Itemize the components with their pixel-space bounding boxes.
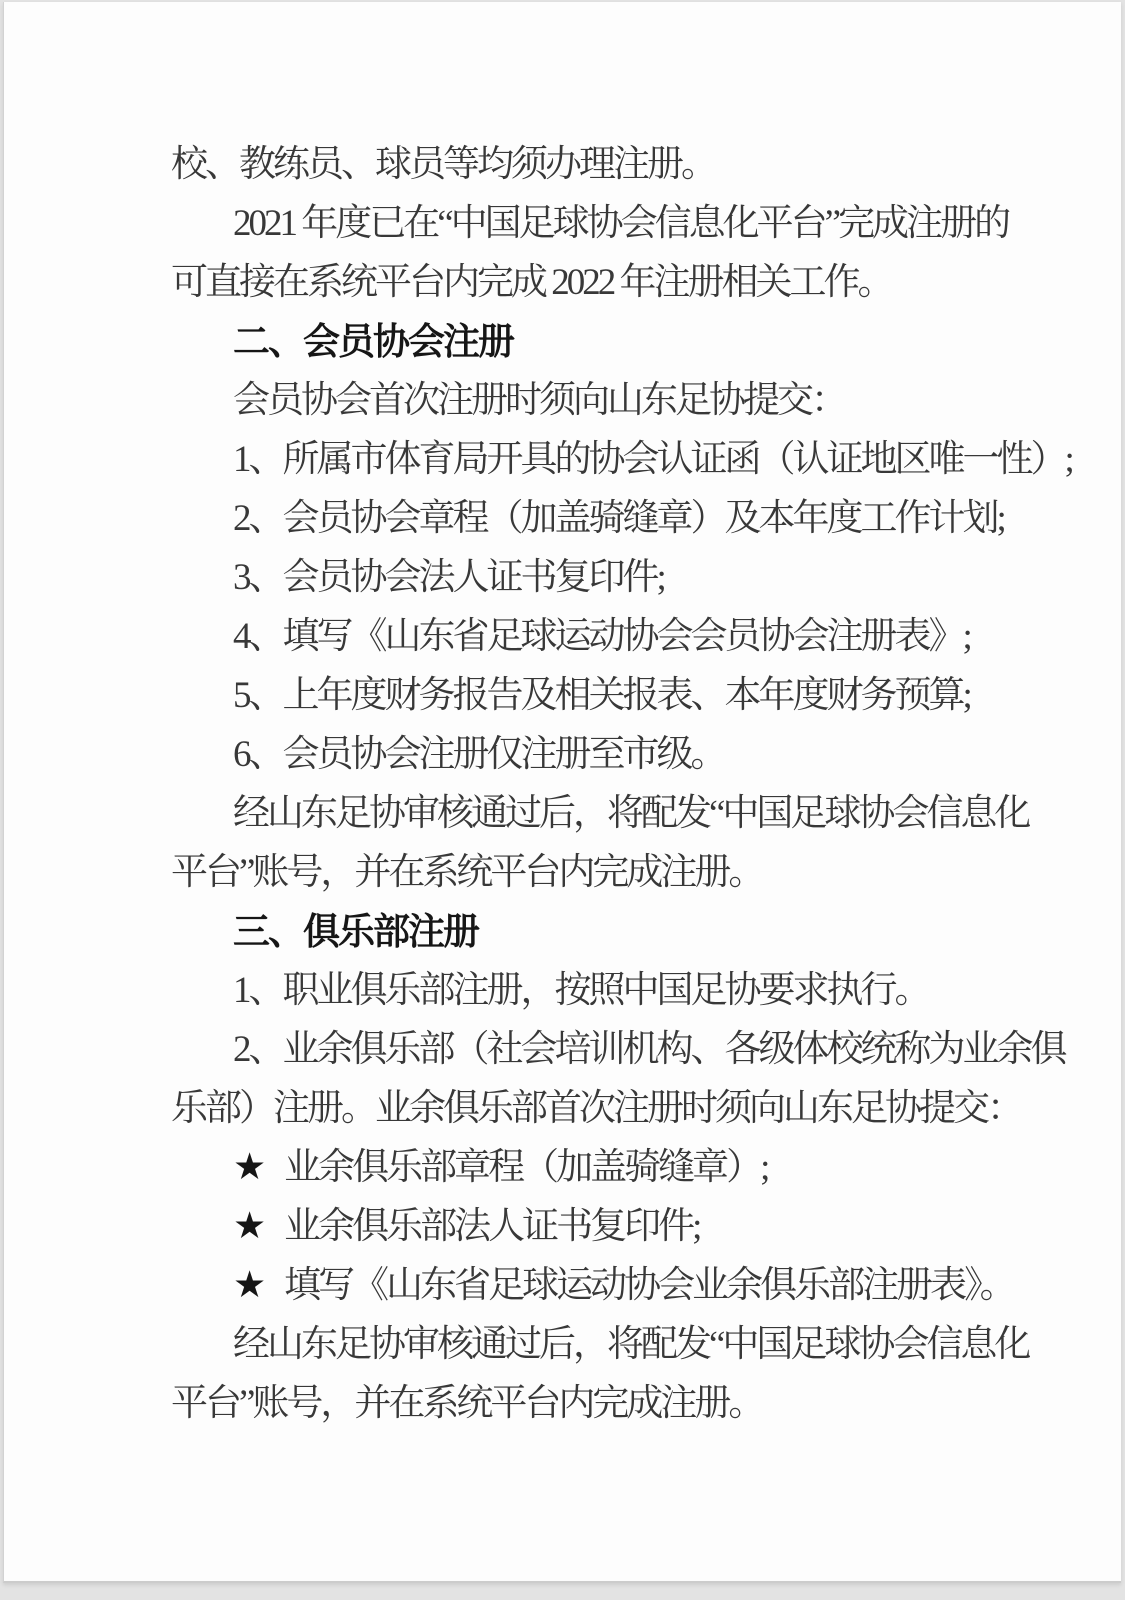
text-line: 2、会员协会章程（加盖骑缝章）及本年度工作计划; — [233, 498, 1004, 539]
text-line: 乐部）注册。业余俱乐部首次注册时须向山东足协提交： — [171, 1088, 1021, 1129]
text-line: 1、职业俱乐部注册，按照中国足协要求执行。 — [233, 970, 929, 1011]
section-heading: 三、俱乐部注册 — [233, 911, 478, 952]
text-line: 4、填写《山东省足球运动协会会员协会注册表》; — [233, 616, 970, 657]
text-line: 1、所属市体育局开具的协会认证函（认证地区唯一性）; — [233, 439, 1072, 480]
bullet-line — [4, 1197, 1121, 1256]
text-line: 5、上年度财务报告及相关报表、本年度财务预算; — [233, 675, 970, 716]
bullet-line — [4, 1138, 1121, 1197]
text-line: 校、教练员、球员等均须办理注册。 — [171, 144, 715, 185]
text-line: 平台”账号，并在系统平台内完成注册。 — [171, 852, 763, 893]
text-line: 2、业余俱乐部（社会培训机构、各级体校统称为业余俱 — [233, 1029, 1065, 1070]
text-line: 可直接在系统平台内完成 2022 年注册相关工作。 — [171, 262, 892, 303]
text-line: 2021 年度已在“中国足球协会信息化平台”完成注册的 — [233, 203, 1009, 244]
document-page-content — [4, 135, 1121, 1433]
text-line: 6、会员协会注册仅注册至市级。 — [233, 734, 725, 775]
text-line: 平台”账号，并在系统平台内完成注册。 — [171, 1383, 763, 1424]
bullet-line — [4, 1256, 1121, 1315]
bullet-text: 业余俱乐部法人证书复印件; — [284, 1206, 700, 1247]
text-line: 会员协会首次注册时须向山东足协提交： — [233, 380, 845, 421]
section-heading: 二、会员协会注册 — [233, 321, 513, 362]
star-bullet-icon: ★ — [233, 1206, 267, 1247]
bullet-text: 填写《山东省足球运动协会业余俱乐部注册表》。 — [284, 1265, 1014, 1306]
text-line: 3、会员协会法人证书复印件; — [233, 557, 664, 598]
star-bullet-icon: ★ — [233, 1147, 267, 1188]
text-line: 经山东足协审核通过后，将配发“中国足球协会信息化 — [233, 1324, 1029, 1365]
document-page — [3, 2, 1121, 1583]
text-line: 经山东足协审核通过后，将配发“中国足球协会信息化 — [233, 793, 1029, 834]
bullet-text: 业余俱乐部章程（加盖骑缝章）; — [284, 1147, 768, 1188]
star-bullet-icon: ★ — [233, 1265, 267, 1306]
